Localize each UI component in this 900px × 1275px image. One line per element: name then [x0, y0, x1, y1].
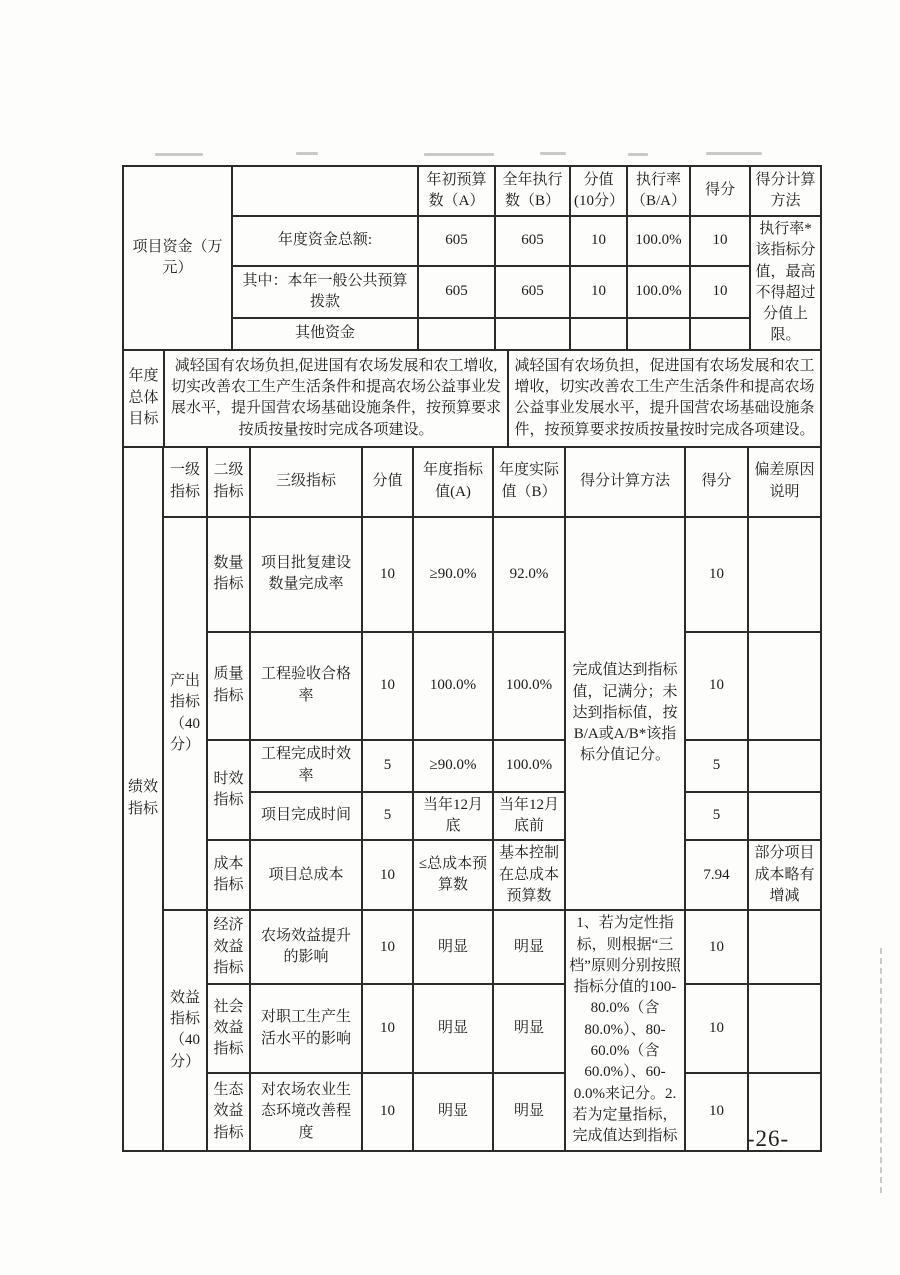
- indicator-row-timeliness-rate: [123, 740, 821, 792]
- funding-col-header-method: 得分计算方法: [750, 166, 821, 216]
- score-cell: 10: [685, 517, 748, 632]
- actual-cell: 100.0%: [493, 740, 565, 792]
- level2-label: 社会效益指标: [207, 984, 250, 1073]
- weight-cell: 10: [362, 632, 413, 740]
- col-header-deviation: 偏差原因说明: [748, 447, 821, 517]
- col-header-score: 得分: [685, 447, 748, 517]
- deviation-cell: 部分项目成本略有增减: [748, 840, 821, 910]
- performance-evaluation-sheet: [122, 165, 820, 1152]
- indicator-row-quality: [123, 632, 821, 740]
- annual-goal-table: [122, 349, 822, 448]
- scan-smudge: [540, 152, 566, 155]
- funding-cell-b: [495, 318, 570, 350]
- funding-cell-weight: 10: [570, 266, 627, 318]
- indicator-row-economic-benefit: [123, 910, 821, 984]
- actual-cell: 100.0%: [493, 632, 565, 740]
- actual-cell: 明显: [493, 910, 565, 984]
- deviation-cell: [748, 984, 821, 1073]
- score-cell: 10: [685, 632, 748, 740]
- funding-cell-weight: 10: [570, 216, 627, 266]
- score-cell: 10: [685, 910, 748, 984]
- funding-cell-b: 605: [495, 216, 570, 266]
- weight-cell: 10: [362, 910, 413, 984]
- level3-name: 对职工生产生活水平的影响: [250, 984, 362, 1073]
- level3-name: 项目总成本: [250, 840, 362, 910]
- indicator-row-quantity: [123, 517, 821, 632]
- level2-label: 经济效益指标: [207, 910, 250, 984]
- target-cell: 明显: [413, 1073, 493, 1150]
- level2-label: 数量指标: [207, 517, 250, 632]
- score-cell: 7.94: [685, 840, 748, 910]
- weight-cell: 10: [362, 840, 413, 910]
- annual-goal-text-right: 减轻国有农场负担，促进国有农场发展和农工增收，切实改善农工生产生活条件和提高农场公益事业发展水平，提升国营农场基础设施条件，按预算要求按质按量按时完成各项建设。: [508, 350, 821, 447]
- indicator-group-label: 绩效指标: [123, 447, 163, 1151]
- weight-cell: 10: [362, 984, 413, 1073]
- funding-table: [122, 165, 822, 351]
- annual-goal-text-left: 减轻国有农场负担,促进国有农场发展和农工增收,切实改善农工生产生活条件和提高农场公益事业发展水平，提升国营农场基础设施条件，按预算要求按质按量按时完成各项建设。: [164, 350, 508, 447]
- deviation-cell: [748, 910, 821, 984]
- funding-cell-score: 10: [690, 266, 750, 318]
- funding-row-label: 其他资金: [232, 318, 418, 350]
- funding-cell-b: 605: [495, 266, 570, 318]
- indicator-header-row: [123, 447, 821, 517]
- weight-cell: 5: [362, 740, 413, 792]
- weight-cell: 5: [362, 792, 413, 841]
- actual-cell: 明显: [493, 1073, 565, 1150]
- target-cell: 100.0%: [413, 632, 493, 740]
- score-cell: 10: [685, 984, 748, 1073]
- scan-smudge: [706, 152, 762, 155]
- deviation-cell: [748, 517, 821, 632]
- indicator-row-eco-benefit: [123, 1073, 821, 1150]
- level1-benefit-label: 效益指标（40分）: [163, 910, 207, 1150]
- scan-artifact-line: [880, 948, 882, 1193]
- target-cell: 当年12月底: [413, 792, 493, 841]
- indicator-table: [122, 446, 822, 1152]
- funding-cell-a: 605: [418, 266, 495, 318]
- level3-name: 工程验收合格率: [250, 632, 362, 740]
- scan-smudge: [628, 153, 648, 156]
- funding-cell-a: 605: [418, 216, 495, 266]
- funding-label-header-empty: [232, 166, 418, 216]
- level2-label: 成本指标: [207, 840, 250, 910]
- col-header-weight: 分值: [362, 447, 413, 517]
- level3-name: 对农场农业生态环境改善程度: [250, 1073, 362, 1150]
- deviation-cell: [748, 740, 821, 792]
- deviation-cell: [748, 632, 821, 740]
- funding-cell-rate: [627, 318, 690, 350]
- funding-row-label: 其中：本年一般公共预算拨款: [232, 266, 418, 318]
- actual-cell: 当年12月底前: [493, 792, 565, 841]
- col-header-level1: 一级指标: [163, 447, 207, 517]
- actual-cell: 明显: [493, 984, 565, 1073]
- scan-smudge: [424, 153, 494, 156]
- target-cell: ≥90.0%: [413, 740, 493, 792]
- funding-col-header-score: 得分: [690, 166, 750, 216]
- funding-cell-rate: 100.0%: [627, 216, 690, 266]
- funding-cell-rate: 100.0%: [627, 266, 690, 318]
- level3-name: 工程完成时效率: [250, 740, 362, 792]
- level2-label: 生态效益指标: [207, 1073, 250, 1150]
- scan-smudge: [296, 152, 318, 155]
- score-cell: 5: [685, 792, 748, 841]
- funding-header-row: [123, 166, 821, 216]
- funding-col-header-b: 全年执行数（B）: [495, 166, 570, 216]
- target-cell: 明显: [413, 910, 493, 984]
- funding-cell-a: [418, 318, 495, 350]
- funding-row-label: 年度资金总额:: [232, 216, 418, 266]
- target-cell: ≥90.0%: [413, 517, 493, 632]
- indicator-row-social-benefit: [123, 984, 821, 1073]
- funding-cell-score: [690, 318, 750, 350]
- funding-method-note: 执行率*该指标分值，最高不得超过分值上限。: [750, 216, 821, 350]
- level2-label: 质量指标: [207, 632, 250, 740]
- funding-cell-score: 10: [690, 216, 750, 266]
- funding-cell-weight: [570, 318, 627, 350]
- funding-col-header-weight: 分值(10分）: [570, 166, 627, 216]
- score-cell: 5: [685, 740, 748, 792]
- col-header-method: 得分计算方法: [565, 447, 685, 517]
- page-number: -26-: [746, 1126, 790, 1151]
- annual-goal-row: [123, 350, 821, 447]
- target-cell: 明显: [413, 984, 493, 1073]
- actual-cell: 基本控制在总成本预算数: [493, 840, 565, 910]
- level3-name: 项目批复建设数量完成率: [250, 517, 362, 632]
- col-header-level3: 三级指标: [250, 447, 362, 517]
- funding-col-header-rate: 执行率（B/A）: [627, 166, 690, 216]
- score-cell: 10: [685, 1073, 748, 1150]
- funding-row-header: 项目资金（万元）: [123, 166, 232, 350]
- level3-name: 农场效益提升的影响: [250, 910, 362, 984]
- scan-smudge: [155, 153, 203, 156]
- level3-name: 项目完成时间: [250, 792, 362, 841]
- col-header-actual: 年度实际值（B）: [493, 447, 565, 517]
- col-header-target: 年度指标值(A): [413, 447, 493, 517]
- indicator-row-cost: [123, 840, 821, 910]
- funding-col-header-a: 年初预算数（A）: [418, 166, 495, 216]
- level1-output-label: 产出指标（40分）: [163, 517, 207, 910]
- output-method-note: 完成值达到指标值，记满分；未达到指标值，按B/A或A/B*该指标分值记分。: [565, 517, 685, 910]
- annual-goal-label: 年度总体目标: [123, 350, 164, 447]
- benefit-method-note: 1、若为定性指标，则根据“三档”原则分别按照指标分值的100-80.0%（含80.0%）、80-60.0%（含60.0%）、60-0.0%来记分。2.若为定量指标，完成值达到指标: [565, 910, 685, 1150]
- level2-label: 时效指标: [207, 740, 250, 841]
- deviation-cell: [748, 792, 821, 841]
- weight-cell: 10: [362, 517, 413, 632]
- target-cell: ≤总成本预算数: [413, 840, 493, 910]
- col-header-level2: 二级指标: [207, 447, 250, 517]
- actual-cell: 92.0%: [493, 517, 565, 632]
- weight-cell: 10: [362, 1073, 413, 1150]
